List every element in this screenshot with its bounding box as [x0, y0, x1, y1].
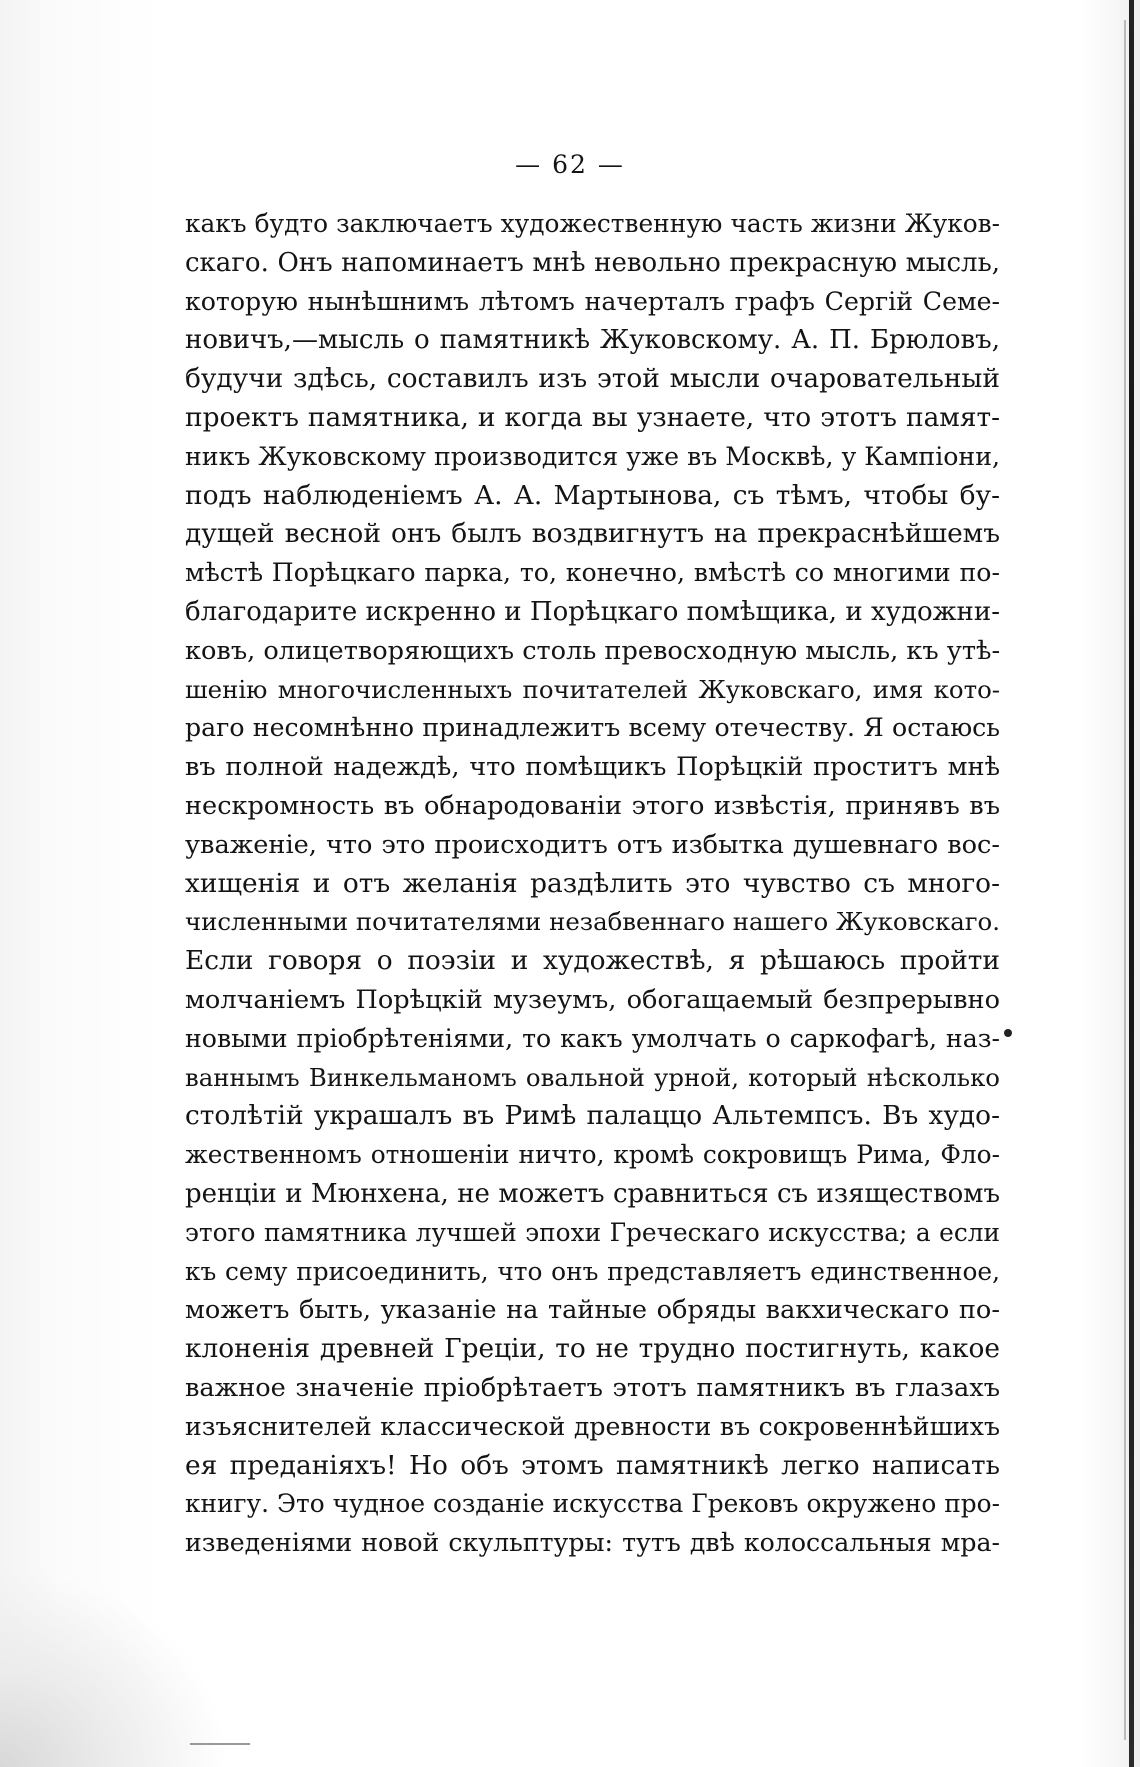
- scan-artifact-mark: [190, 1743, 250, 1745]
- text-line: жественномъ отношеніи ничто, кромѣ сокровищъ Рима, Фло-: [185, 1140, 1000, 1170]
- text-line: никъ Жуковскому производится уже въ Москвѣ, у Кампіони,: [185, 441, 1000, 471]
- page-number: — 62 —: [515, 150, 625, 179]
- page-fold-shadow: [0, 1567, 230, 1767]
- text-line: какъ будто заключаетъ художественную часть жизни Жуков-: [185, 209, 1000, 238]
- text-line: подъ наблюденіемъ А. А. Мартынова, съ тѣмъ, чтобы бу-: [185, 479, 1000, 511]
- body-text: [185, 205, 1000, 1563]
- text-line: хищенія и отъ желанія раздѣлить это чувство съ много-: [185, 867, 1000, 899]
- text-line: нескромность въ обнародованіи этого извѣстія, принявъ въ: [185, 790, 1000, 821]
- text-line: скаго. Онъ напоминаетъ мнѣ невольно прекрасную мысль,: [185, 247, 1000, 278]
- text-line: благодарите искренно и Порѣцкаго помѣщика, и художни-: [185, 596, 1000, 627]
- text-line: молчаніемъ Порѣцкій музеумъ, обогащаемый безпрерывно: [185, 984, 1000, 1015]
- text-line: можетъ быть, указаніе на тайные обряды вакхическаго по-: [185, 1295, 1000, 1326]
- text-line: новичъ,—мысль о памятникѣ Жуковскому. А. П. Брюловъ,: [185, 325, 1000, 356]
- text-line: проектъ памятника, и когда вы узнаете, что этотъ памят-: [185, 401, 1000, 433]
- text-line: ея преданіяхъ! Но объ этомъ памятникѣ легко написать: [185, 1449, 1000, 1481]
- text-line: клоненія древней Греціи, то не трудно постигнуть, какое: [185, 1333, 1000, 1365]
- text-line: изведеніями новой скульптуры: тутъ двѣ колоссальныя мра-: [185, 1528, 1000, 1558]
- text-line: раго несомнѣнно принадлежитъ всему отечеству. Я остаюсь: [185, 713, 1000, 743]
- text-line: къ сему присоединить, что онъ представляетъ единственное,: [185, 1256, 1000, 1286]
- text-line: дущей весной онъ былъ воздвигнутъ на прекраснѣйшемъ: [185, 518, 1000, 550]
- book-spine-edge: [1129, 0, 1134, 1767]
- text-line: мѣстѣ Порѣцкаго парка, то, конечно, вмѣстѣ со многими по-: [185, 558, 1000, 588]
- text-line: шенію многочисленныхъ почитателей Жуковскаго, имя кото-: [185, 674, 1000, 704]
- page-edge-line: [1124, 20, 1126, 1740]
- text-line: новыми пріобрѣтеніями, то какъ умолчать о саркофагѣ, наз-: [185, 1023, 1000, 1053]
- ink-speck: [1004, 1029, 1012, 1037]
- text-line: этого памятника лучшей эпохи Греческаго искусства; а если: [185, 1217, 1000, 1247]
- text-line: будучи здѣсь, составилъ изъ этой мысли очаровательный: [185, 363, 1000, 395]
- text-line: ковъ, олицетворяющихъ столь превосходную мысль, къ утѣ-: [185, 635, 1001, 666]
- text-line: столѣтій украшалъ въ Римѣ палаццо Альтемпсъ. Въ худо-: [185, 1100, 1000, 1132]
- text-line: Если говоря о поэзіи и художествѣ, я рѣшаюсь пройти: [185, 945, 1000, 977]
- text-line: численными почитателями незабвеннаго нашего Жуковскаго.: [185, 907, 1000, 937]
- text-line: книгу. Это чудное созданіе искусства Грековъ окружено про-: [185, 1489, 1000, 1519]
- text-line: уваженіе, что это происходитъ отъ избытка душевнаго вос-: [185, 829, 1000, 860]
- text-line: важное значеніе пріобрѣтаетъ этотъ памятникъ въ глазахъ: [185, 1372, 1000, 1403]
- text-line: въ полной надеждѣ, что помѣщикъ Порѣцкій проститъ мнѣ: [185, 752, 1000, 783]
- text-line: которую нынѣшнимъ лѣтомъ начерталъ графъ Сергій Семе-: [185, 286, 1000, 316]
- text-line: ваннымъ Винкельманомъ овальной урной, который нѣсколько: [185, 1062, 1000, 1092]
- text-line: ренціи и Мюнхена, не можетъ сравниться съ изяществомъ: [185, 1178, 1000, 1209]
- text-line: изъяснителей классической древности въ сокровеннѣйшихъ: [185, 1411, 1000, 1441]
